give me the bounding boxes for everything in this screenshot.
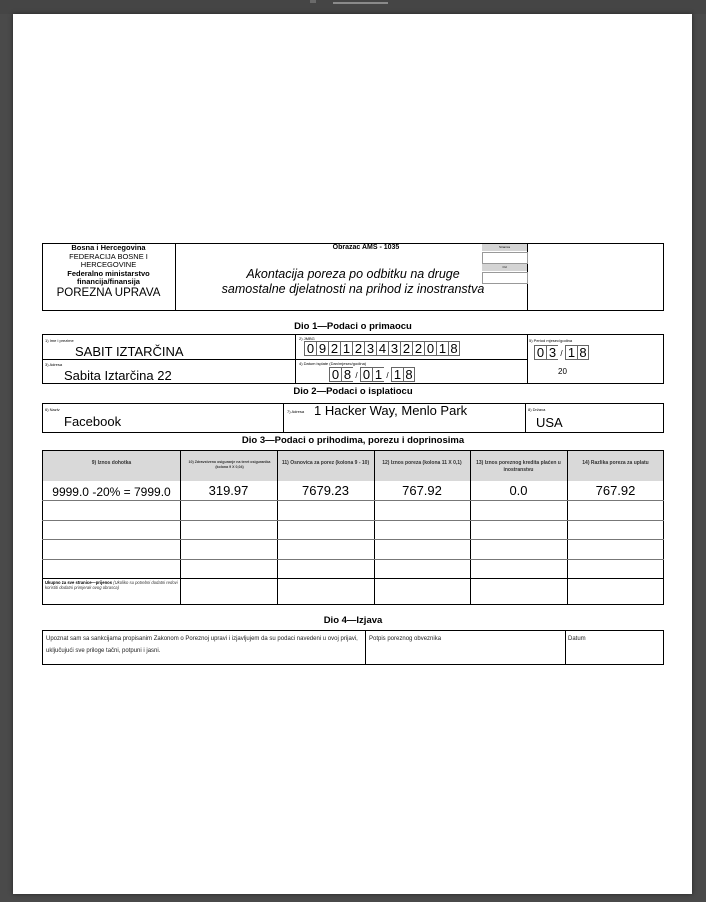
period-year-digit: 1 — [565, 345, 577, 360]
page-number-field[interactable] — [482, 252, 528, 264]
jmbg-digit: 2 — [400, 341, 412, 356]
date-separator: / 20 — [558, 349, 567, 376]
section4-title: Dio 4—Izjava — [323, 615, 383, 626]
jmbg-digit: 2 — [412, 341, 424, 356]
table-cell-income[interactable]: 9999.0 -20% = 7999.0 — [52, 485, 171, 499]
recipient-address[interactable]: Sabita Iztarčina 22 — [64, 368, 172, 383]
section3-title: Dio 3—Podaci o prihodima, porezu i doprinosima — [241, 435, 465, 446]
payer-address-label: 7) Adresa — [287, 409, 305, 414]
federation-line1: FEDERACIJA BOSNE I — [69, 251, 148, 261]
statement-text: Upoznat sam sa sankcijama propisanim Zakonom o Poreznoj upravi i izjavljujem da su podaci navedeni u ovoj prijavi, uključujući sve priloge tačni, potpuni i jasni. — [46, 636, 358, 654]
viewer-top-bar — [0, 0, 706, 14]
period-year-digit: 8 — [577, 345, 589, 360]
row-divider-1 — [42, 500, 664, 501]
col-divider-3 — [374, 451, 375, 605]
row-divider-4 — [42, 559, 664, 560]
date-day-digit: 0 — [329, 367, 341, 382]
section1-divider-b — [527, 334, 528, 384]
jmbg-digit: 3 — [364, 341, 376, 356]
date-year-digit: 8 — [403, 367, 415, 382]
jmbg-digit: 0 — [304, 341, 316, 356]
date-day-digit: 8 — [341, 367, 353, 382]
jmbg-digit: 0 — [424, 341, 436, 356]
section1-row-divider — [42, 359, 527, 360]
ministry-line1: Federalno ministarstvo — [67, 268, 150, 278]
section2-divider-b — [525, 403, 526, 433]
payment-date-label: 4) Datum isplate (Dan/mjesec/godina) — [299, 361, 367, 366]
date-month-digit: 1 — [372, 367, 384, 382]
table-cell-foreign-credit[interactable]: 0.0 — [509, 483, 528, 498]
jmbg-digit: 1 — [436, 341, 448, 356]
jmbg-digit: 1 — [340, 341, 352, 356]
col-divider-2 — [277, 451, 278, 605]
period-label: 5) Period mjesec/godina — [529, 338, 573, 343]
toolbar-marker — [310, 0, 316, 3]
section1-title: Dio 1—Podaci o primaocu — [294, 321, 412, 332]
jmbg-digit: 8 — [448, 341, 460, 356]
recipient-name[interactable]: SABIT IZTARČINA — [75, 344, 184, 359]
section2-title: Dio 2—Podaci o isplatiocu — [293, 386, 413, 397]
payer-name-label: 6) Naziv — [45, 407, 60, 412]
form-title-line1: Akontacija poreza po odbitku na druge — [246, 267, 460, 281]
jmbg-digit: 2 — [328, 341, 340, 356]
statement-date-label[interactable]: Datum — [568, 636, 586, 642]
jmbg-digit: 3 — [388, 341, 400, 356]
payer-address[interactable]: 1 Hacker Way, Menlo Park — [314, 403, 468, 418]
jmbg-digit: 4 — [376, 341, 388, 356]
row-divider-3 — [42, 539, 664, 540]
col-header-tax-amount: 12) Iznos poreza (kolona 11 X 0,1) — [382, 460, 462, 466]
table-cell-tax-difference[interactable]: 767.92 — [595, 483, 636, 498]
signature-label[interactable]: Potpis poreznog obveznika — [369, 636, 442, 642]
col-header-tax-base: 11) Osnovica za porez (kolona 9 - 10) — [281, 460, 370, 466]
page-label: Stranica — [498, 245, 510, 249]
section2-divider-a — [283, 403, 284, 433]
issuing-authority — [42, 244, 175, 310]
page-total-field[interactable] — [482, 272, 528, 284]
col-header-tax-difference: 14) Razlika poreza za uplatu — [582, 460, 649, 466]
col-divider-1 — [180, 451, 181, 605]
jmbg-digit: 2 — [352, 341, 364, 356]
payer-country-label: 8) Država — [528, 407, 546, 412]
payment-date-field[interactable] — [329, 367, 415, 382]
total-label-note: (Ukoliko su potrebni dodatni redovi koristiti dodatni primjerak ovog obrasca) — [45, 580, 178, 590]
form-id: Obrazac AMS - 1035 — [332, 244, 400, 251]
col-header-income: 9) Iznos dohotka — [91, 460, 132, 466]
federation-line2: HERCEGOVINE — [80, 260, 137, 270]
period-month-digit: 3 — [546, 345, 558, 360]
date-year-digit: 1 — [391, 367, 403, 382]
statement-divider-a — [365, 630, 366, 665]
total-label-bold: Ukupno za sve stranice—prijenos — [45, 580, 113, 585]
page-counter-box — [482, 244, 527, 286]
jmbg-field[interactable] — [304, 341, 460, 356]
payer-name[interactable]: Facebook — [64, 414, 122, 429]
jmbg-digit: 9 — [316, 341, 328, 356]
name-label: 1) Ime i prezime — [45, 338, 74, 343]
ministry-line2: financija/finansija — [77, 277, 140, 287]
col-divider-5 — [567, 451, 568, 605]
authority-name: POREZNA UPRAVA — [56, 286, 161, 299]
address-label: 3) Adresa — [45, 362, 63, 367]
period-month-digit: 0 — [534, 345, 546, 360]
toolbar-scroll-indicator[interactable] — [333, 2, 388, 4]
table-cell-tax-base[interactable]: 7679.23 — [302, 483, 349, 498]
col-divider-4 — [470, 451, 471, 605]
header-divider-left — [175, 243, 176, 311]
period-field[interactable] — [534, 345, 589, 376]
form-title-line2: samostalne djelatnosti na prihod iz inostranstva — [221, 282, 485, 296]
date-separator: / — [355, 371, 358, 380]
col-header-health-insurance: 10) Zdravstveno osiguranje na teret osiguranika (kolona 9 X 0,04) — [188, 460, 271, 469]
payer-country[interactable]: USA — [536, 415, 563, 430]
jmbg-label: 2) JMBG — [299, 336, 315, 341]
of-label: Od — [502, 265, 507, 269]
country-name: Bosna i Hercegovina — [71, 243, 146, 252]
statement-divider-b — [565, 630, 566, 665]
date-separator: / — [386, 371, 389, 380]
col-header-foreign-credit: 13) Iznos poreznog kredita plaćen u inostranstvu — [476, 460, 561, 473]
table-cell-health-insurance[interactable]: 319.97 — [208, 483, 249, 498]
document-page — [13, 14, 692, 894]
row-divider-2 — [42, 520, 664, 521]
table-cell-tax-amount[interactable]: 767.92 — [402, 483, 442, 498]
total-row-label — [45, 580, 179, 590]
row-divider-total — [42, 578, 664, 579]
date-month-digit: 0 — [360, 367, 372, 382]
